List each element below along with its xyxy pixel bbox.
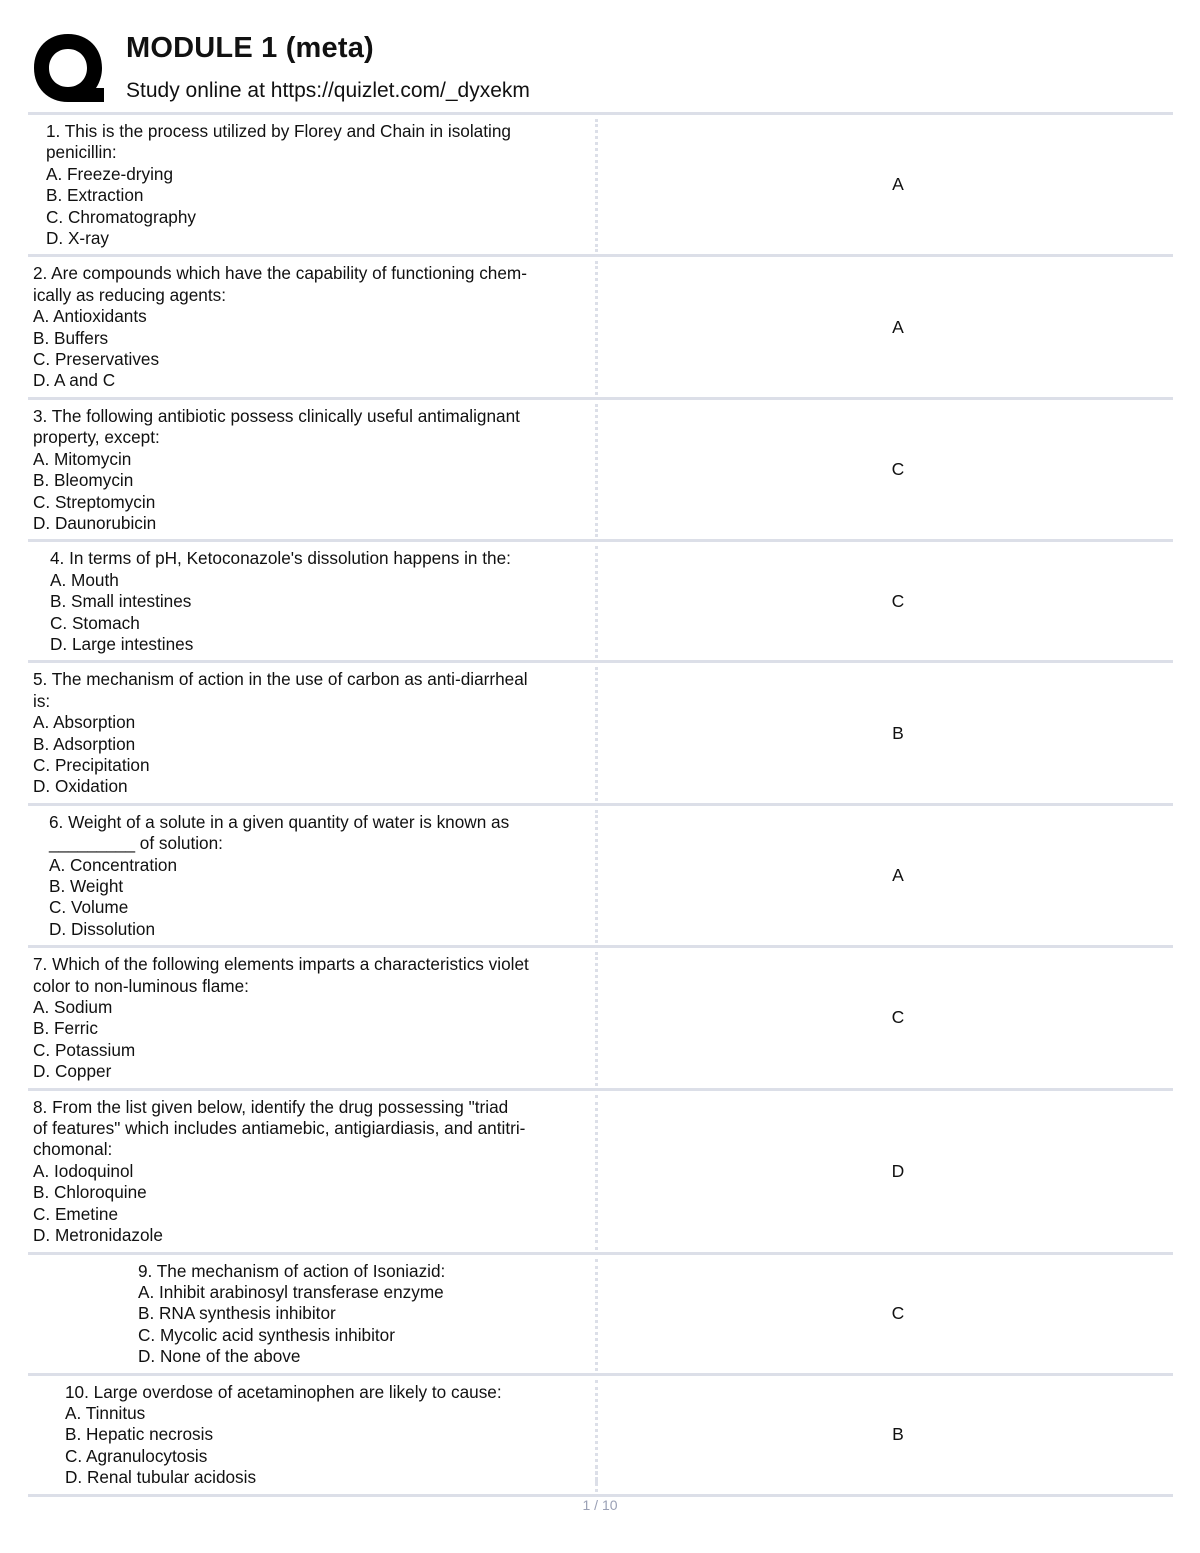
question-line: C. Potassium — [33, 1039, 136, 1060]
question-line: chomonal: — [33, 1139, 113, 1160]
question-line: D. Dissolution — [49, 918, 156, 939]
question-text — [28, 257, 594, 396]
question-line: C. Mycolic acid synthesis inhibitor — [138, 1324, 395, 1345]
card-divider — [595, 1259, 598, 1371]
card-divider — [595, 261, 598, 394]
question-line: C. Agranulocytosis — [65, 1445, 208, 1466]
question-line: C. Preservatives — [33, 349, 160, 370]
question-line: A. Absorption — [33, 712, 136, 733]
question-text — [28, 1376, 594, 1494]
card-divider — [595, 119, 598, 252]
question-line: C. Chromatography — [46, 206, 196, 227]
question-line: B. Chloroquine — [33, 1182, 147, 1203]
question-line: color to non-luminous flame: — [33, 975, 249, 996]
question-text — [28, 663, 594, 802]
card-divider — [595, 810, 598, 943]
answer-text: C — [891, 1303, 905, 1324]
question-line: D. Metronidazole — [33, 1225, 163, 1246]
question-line: A. Freeze-drying — [46, 163, 174, 184]
question-line: A. Antioxidants — [33, 306, 147, 327]
question-line: C. Emetine — [33, 1203, 119, 1224]
study-online-link[interactable]: Study online at https://quizlet.com/_dyxekm — [126, 79, 530, 102]
flashcard — [28, 1252, 1173, 1373]
card-divider — [595, 404, 598, 537]
answer-text: B — [892, 1424, 904, 1445]
question-line: B. Small intestines — [50, 591, 192, 612]
set-title: MODULE 1 (meta) — [126, 32, 374, 64]
question-line: D. Large intestines — [50, 633, 194, 654]
question-line: B. Bleomycin — [33, 470, 134, 491]
divider-stub — [595, 1465, 598, 1483]
flashcard — [28, 112, 1173, 254]
question-stem: 5. The mechanism of action in the use of carbon as anti-diarrheal — [33, 669, 528, 690]
question-line: B. Adsorption — [33, 733, 136, 754]
question-line: D. X-ray — [46, 228, 110, 249]
answer-text: C — [891, 459, 905, 480]
flashcard — [28, 539, 1173, 660]
question-line: A. Sodium — [33, 997, 113, 1018]
question-line: ically as reducing agents: — [33, 284, 226, 305]
question-line: A. Iodoquinol — [33, 1160, 134, 1181]
question-line: penicillin: — [46, 142, 117, 163]
question-line: C. Streptomycin — [33, 491, 156, 512]
answer-text: C — [891, 1007, 905, 1028]
question-line: D. None of the above — [138, 1346, 301, 1367]
flashcard — [28, 397, 1173, 539]
answer-text: A — [892, 316, 904, 337]
question-line: B. Extraction — [46, 185, 144, 206]
flashcard — [28, 660, 1173, 802]
card-divider — [595, 952, 598, 1085]
flashcard — [28, 254, 1173, 396]
question-stem: 4. In terms of pH, Ketoconazole's dissolution happens in the: — [50, 548, 511, 569]
question-line: B. Hepatic necrosis — [65, 1424, 214, 1445]
question-line: property, except: — [33, 427, 160, 448]
question-line: C. Stomach — [50, 612, 140, 633]
question-stem: 9. The mechanism of action of Isoniazid: — [138, 1260, 446, 1281]
question-line: A. Mouth — [50, 569, 119, 590]
flashcard — [28, 803, 1173, 945]
flashcard — [28, 1088, 1173, 1252]
question-line: B. Buffers — [33, 327, 109, 348]
answer-text: A — [892, 865, 904, 885]
question-line: D. Renal tubular acidosis — [65, 1467, 257, 1488]
question-stem: 6. Weight of a solute in a given quantity of water is known as — [49, 811, 510, 832]
question-line: C. Volume — [49, 897, 129, 918]
question-line: C. Precipitation — [33, 754, 150, 775]
question-line: D. A and C — [33, 370, 116, 391]
question-stem: 8. From the list given below, identify the drug possessing "triad — [33, 1096, 509, 1117]
question-text — [28, 1091, 594, 1252]
flashcard — [28, 1373, 1173, 1497]
question-text — [28, 542, 594, 660]
question-line: B. Weight — [49, 876, 124, 896]
answer-text: D — [891, 1160, 905, 1181]
answer-text: B — [892, 722, 904, 743]
answer-text: A — [892, 174, 904, 195]
card-divider — [595, 1095, 598, 1250]
question-line: D. Copper — [33, 1061, 112, 1082]
page-indicator: 1 / 10 — [582, 1497, 618, 1513]
question-line: A. Concentration — [49, 854, 178, 875]
question-text — [28, 948, 594, 1087]
question-stem: 1. This is the process utilized by Florey and Chain in isolating — [46, 121, 511, 141]
card-divider — [595, 546, 598, 658]
quizlet-q-logo-icon — [30, 30, 106, 106]
card-divider — [595, 667, 598, 800]
question-stem: 7. Which of the following elements imparts a characteristics violet — [33, 954, 529, 975]
question-stem: 10. Large overdose of acetaminophen are likely to cause: — [65, 1381, 502, 1402]
answer-text: C — [891, 590, 905, 611]
question-text — [28, 806, 594, 945]
question-line: is: — [33, 690, 51, 711]
question-line: A. Tinnitus — [65, 1402, 146, 1423]
question-line: A. Inhibit arabinosyl transferase enzyme — [138, 1281, 444, 1302]
flashcard — [28, 945, 1173, 1087]
question-line: _________ of solution: — [49, 833, 223, 854]
flashcard-list — [28, 112, 1173, 1497]
question-line: A. Mitomycin — [33, 448, 132, 469]
question-line: D. Daunorubicin — [33, 512, 157, 533]
question-text — [28, 115, 594, 254]
question-line: of features" which includes antiamebic, antigiardiasis, and antitri- — [33, 1118, 526, 1139]
question-line: D. Oxidation — [33, 776, 128, 797]
question-stem: 3. The following antibiotic possess clinically useful antimalignant — [33, 405, 520, 426]
question-stem: 2. Are compounds which have the capability of functioning chem- — [33, 263, 527, 284]
question-line: B. RNA synthesis inhibitor — [138, 1303, 336, 1324]
question-line: B. Ferric — [33, 1018, 98, 1039]
question-text — [28, 1255, 594, 1373]
question-text — [28, 400, 594, 539]
